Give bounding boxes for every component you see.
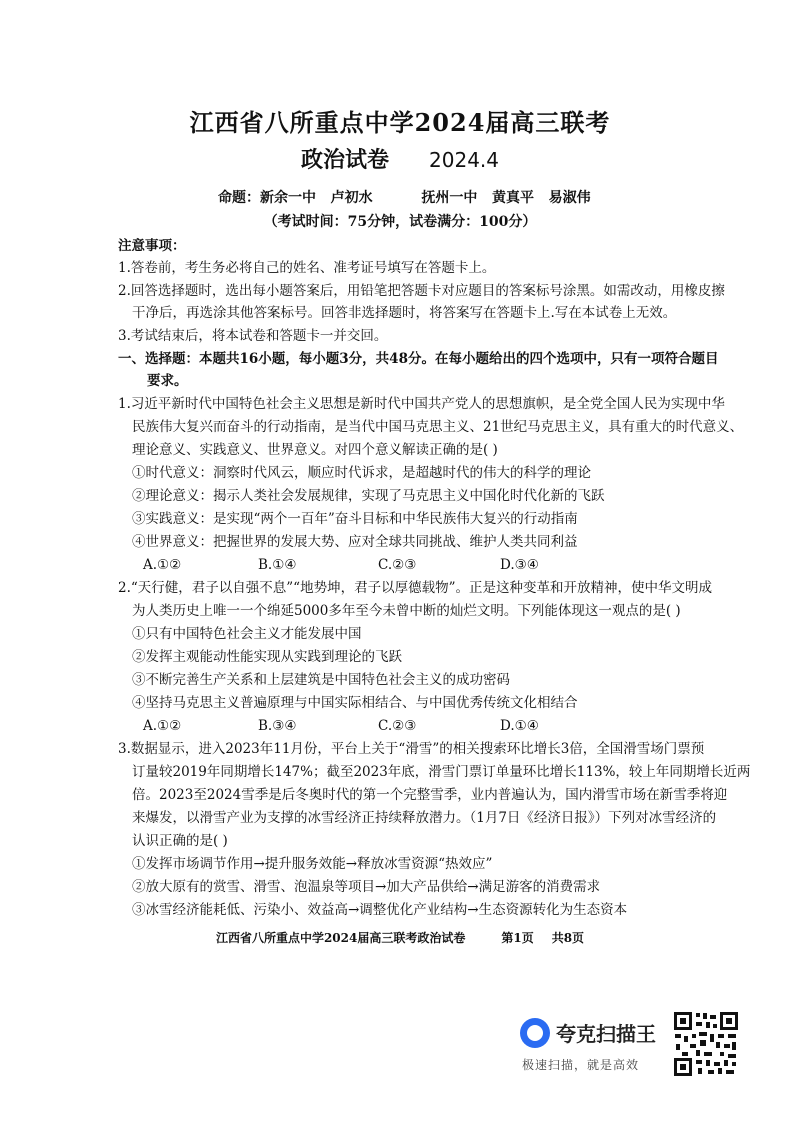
scanner-watermark xyxy=(520,1012,670,1082)
footer-page: 第1页 xyxy=(501,931,534,945)
authors-line: 命题：新余一中 卢初水 抚州一中 黄真平 易淑伟 xyxy=(218,190,591,206)
question-2-item: ③不断完善生产关系和上层建筑是中国特色社会主义的成功密码 xyxy=(132,672,510,688)
quark-logo-icon xyxy=(520,1018,550,1048)
question-3-item: ②放大原有的赏雪、滑雪、泡温泉等项目→加大产品供给→满足游客的消费需求 xyxy=(132,879,601,895)
question-2-item: ②发挥主观能动性能实现从实践到理论的飞跃 xyxy=(132,649,402,665)
question-2-text: 2.“天行健，君子以自强不息”“地势坤，君子以厚德载物”。正是这种变革和开放精神，使中华文明成 xyxy=(118,580,712,596)
page-footer xyxy=(0,929,800,946)
footer-title: 江西省八所重点中学2024届高三联考政治试卷 xyxy=(215,931,466,945)
question-1-item: ③实践意义：是实现“两个一百年”奋斗目标和中华民族伟大复兴的行动指南 xyxy=(132,511,578,527)
question-2-option-d: D.①④ xyxy=(500,718,539,734)
note-item: 2.回答选择题时，选出每小题答案后，用铅笔把答题卡对应题目的答案标号涂黑。如需改动，用橡皮擦 xyxy=(118,283,725,299)
question-1-option-b: B.①④ xyxy=(258,557,297,573)
question-1-option-d: D.③④ xyxy=(500,557,539,573)
note-item: 干净后，再选涂其他答案标号。回答非选择题时，将答案写在答题卡上.写在本试卷上无效。 xyxy=(132,305,677,321)
subject-name: 政治试卷 xyxy=(301,147,390,173)
question-1-item: ①时代意义：洞察时代风云，顺应时代诉求，是超越时代的伟大的科学的理论 xyxy=(132,465,591,481)
question-2-option-b: B.③④ xyxy=(258,718,297,734)
section-heading-cont: 要求。 xyxy=(147,373,188,389)
exam-date: 2024.4 xyxy=(429,148,499,172)
question-3-text: 认识正确的是( ) xyxy=(132,833,228,849)
question-3-item: ①发挥市场调节作用→提升服务效能→释放冰雪资源“热效应” xyxy=(132,856,493,872)
notes-heading: 注意事项： xyxy=(118,238,186,254)
footer-total: 共8页 xyxy=(551,931,585,945)
question-1-option-c: C.②③ xyxy=(378,557,417,573)
exam-info: （考试时间：75分钟，试卷满分：100分） xyxy=(263,214,537,230)
question-3-text: 来爆发，以滑雪产业为支撑的冰雪经济正持续释放潜力。（1月7日《经济日报》）下列对冰雪经济的 xyxy=(132,810,717,826)
section-heading: 一、选择题：本题共16小题，每小题3分，共48分。在每小题给出的四个选项中，只有一项符合题目 xyxy=(118,351,719,367)
note-item: 1.答卷前，考生务必将自己的姓名、准考证号填写在答题卡上。 xyxy=(118,260,496,276)
question-1-item: ②理论意义：揭示人类社会发展规律，实现了马克思主义中国化时代化新的飞跃 xyxy=(132,488,605,504)
question-1-item: ④世界意义：把握世界的发展大势、应对全球共同挑战、维护人类共同利益 xyxy=(132,534,578,550)
question-2-option-a: A.①② xyxy=(143,718,182,734)
note-item: 3.考试结束后，将本试卷和答题卡一并交回。 xyxy=(118,328,388,344)
watermark-slogan: 极速扫描，就是高效 xyxy=(522,1058,640,1072)
question-3-text: 订量较2019年同期增长147%；截至2023年底，滑雪门票订单量环比增长113%，较上年同期增长近两 xyxy=(132,764,751,780)
watermark-name: 夸克扫描王 xyxy=(556,1022,656,1046)
question-1-option-a: A.①② xyxy=(143,557,182,573)
question-2-item: ①只有中国特色社会主义才能发展中国 xyxy=(132,626,362,642)
question-1-text: 1.习近平新时代中国特色社会主义思想是新时代中国共产党人的思想旗帜，是全党全国人民为实现中华 xyxy=(118,396,725,412)
question-3-text: 倍。2023至2024雪季是后冬奥时代的第一个完整雪季，业内普遍认为，国内滑雪市场在新雪季将迎 xyxy=(132,787,728,803)
question-2-option-c: C.②③ xyxy=(378,718,417,734)
question-3-item: ③冰雪经济能耗低、污染小、效益高→调整优化产业结构→生态资源转化为生态资本 xyxy=(132,902,628,918)
question-2-text: 为人类历史上唯一一个绵延5000多年至今未曾中断的灿烂文明。下列能体现这一观点的是( ) xyxy=(132,603,681,619)
page-title: 江西省八所重点中学2024届高三联考 xyxy=(189,108,611,137)
question-3-text: 3.数据显示，进入2023年11月份，平台上关于“滑雪”的相关搜索环比增长3倍，全国滑雪场门票预 xyxy=(118,741,705,757)
qr-code-icon xyxy=(672,1010,740,1078)
subject-title xyxy=(0,143,800,174)
question-1-text: 民族伟大复兴而奋斗的行动指南，是当代中国马克思主义、21世纪马克思主义，具有重大的时代意义、 xyxy=(132,419,744,435)
question-2-item: ④坚持马克思主义普遍原理与中国实际相结合、与中国优秀传统文化相结合 xyxy=(132,695,578,711)
question-1-text: 理论意义、实践意义、世界意义。对四个意义解读正确的是( ) xyxy=(132,442,498,458)
